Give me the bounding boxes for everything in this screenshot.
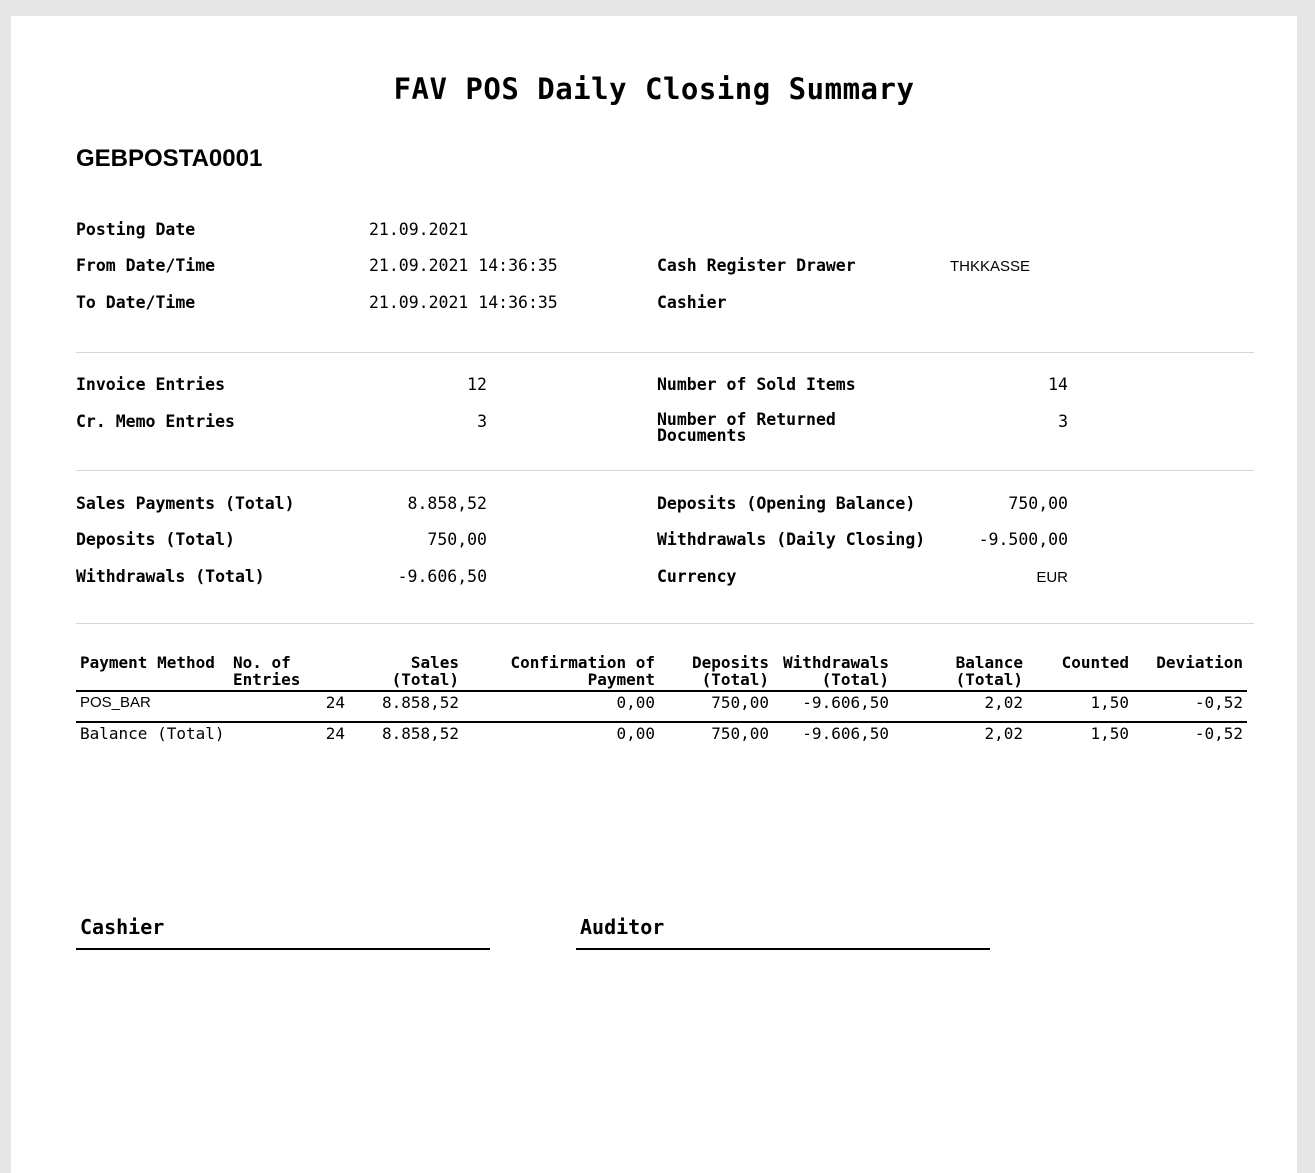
cell-confirmation: 0,00 [616, 693, 655, 712]
invoice-entries-value: 12 [467, 375, 487, 394]
cell-total-entries: 24 [229, 722, 349, 742]
column-header-sales: Sales (Total) [349, 652, 463, 691]
returned-docs-value: 3 [1058, 412, 1068, 431]
cell-balance: 2,02 [984, 693, 1023, 712]
deposits-total-value: 750,00 [427, 530, 487, 549]
cell-entries: 24 [325, 693, 345, 712]
daily-withdrawals-label: Withdrawals (Daily Closing) [657, 530, 926, 549]
cashier-label: Cashier [657, 293, 727, 312]
table-row [76, 691, 1247, 722]
sold-items-label: Number of Sold Items [657, 375, 856, 394]
drawer-label: Cash Register Drawer [657, 256, 856, 275]
returned-docs-label: Number of Returned Documents [657, 410, 836, 445]
cell-total-sales: 8.858,52 [349, 722, 463, 742]
column-header-entries: No. of Entries [229, 652, 349, 691]
separator [76, 470, 1254, 471]
posting-date-label: Posting Date [76, 220, 196, 239]
column-header-deposits: Deposits (Total) [659, 652, 773, 691]
from-datetime-label: From Date/Time [76, 256, 216, 275]
cell-total-deviation: -0,52 [1133, 722, 1247, 742]
cell-total-balance: 2,02 [893, 722, 1027, 742]
drawer-value: THKKASSE [950, 258, 1031, 275]
auditor-signature-label: Auditor [580, 915, 665, 939]
report-title: FAV POS Daily Closing Summary [393, 72, 915, 106]
crmemo-entries-label: Cr. Memo Entries [76, 412, 235, 431]
cell-total-confirmation: 0,00 [463, 722, 659, 742]
table-total-row [76, 722, 1247, 742]
to-datetime-label: To Date/Time [76, 293, 196, 312]
cell-total-deposits: 750,00 [659, 722, 773, 742]
currency-label: Currency [657, 567, 737, 586]
cell-deviation: -0,52 [1194, 693, 1243, 712]
table-header-row [76, 652, 1247, 691]
column-header-counted: Counted [1027, 652, 1133, 691]
report-page [11, 16, 1297, 1173]
cell-sales: 8.858,52 [381, 693, 459, 712]
sales-total-value: 8.858,52 [407, 494, 487, 513]
cell-payment-method: POS_BAR [80, 694, 151, 711]
sold-items-value: 14 [1048, 375, 1068, 394]
column-header-deviation: Deviation [1133, 652, 1247, 691]
deposits-total-label: Deposits (Total) [76, 530, 235, 549]
separator [76, 623, 1254, 624]
cashier-signature-label: Cashier [80, 915, 165, 939]
payment-method-table [76, 652, 1247, 742]
cell-total-label: Balance (Total) [76, 722, 229, 742]
withdrawals-total-label: Withdrawals (Total) [76, 567, 265, 586]
cell-deposits: 750,00 [711, 693, 769, 712]
invoice-entries-label: Invoice Entries [76, 375, 226, 394]
auditor-signature-line [576, 948, 990, 950]
from-datetime-value: 21.09.2021 14:36:35 [369, 256, 558, 275]
cashier-signature-line [76, 948, 490, 950]
crmemo-entries-value: 3 [477, 412, 487, 431]
opening-balance-value: 750,00 [1008, 494, 1068, 513]
sales-total-label: Sales Payments (Total) [76, 494, 295, 513]
cell-total-withdrawals: -9.606,50 [773, 722, 893, 742]
opening-balance-label: Deposits (Opening Balance) [657, 494, 916, 513]
separator [76, 352, 1254, 353]
column-header-balance: Balance (Total) [893, 652, 1027, 691]
to-datetime-value: 21.09.2021 14:36:35 [369, 293, 558, 312]
daily-withdrawals-value: -9.500,00 [978, 530, 1068, 549]
column-header-withdrawals: Withdrawals (Total) [773, 652, 893, 691]
cell-counted: 1,50 [1090, 693, 1129, 712]
posting-date-value: 21.09.2021 [369, 220, 469, 239]
column-header-payment-method: Payment Method [76, 652, 229, 691]
document-number: GEBPOSTA0001 [76, 145, 263, 172]
withdrawals-total-value: -9.606,50 [397, 567, 487, 586]
cell-withdrawals: -9.606,50 [802, 693, 889, 712]
cell-total-counted: 1,50 [1027, 722, 1133, 742]
column-header-confirmation: Confirmation of Payment [463, 652, 659, 691]
currency-value: EUR [1036, 569, 1068, 586]
